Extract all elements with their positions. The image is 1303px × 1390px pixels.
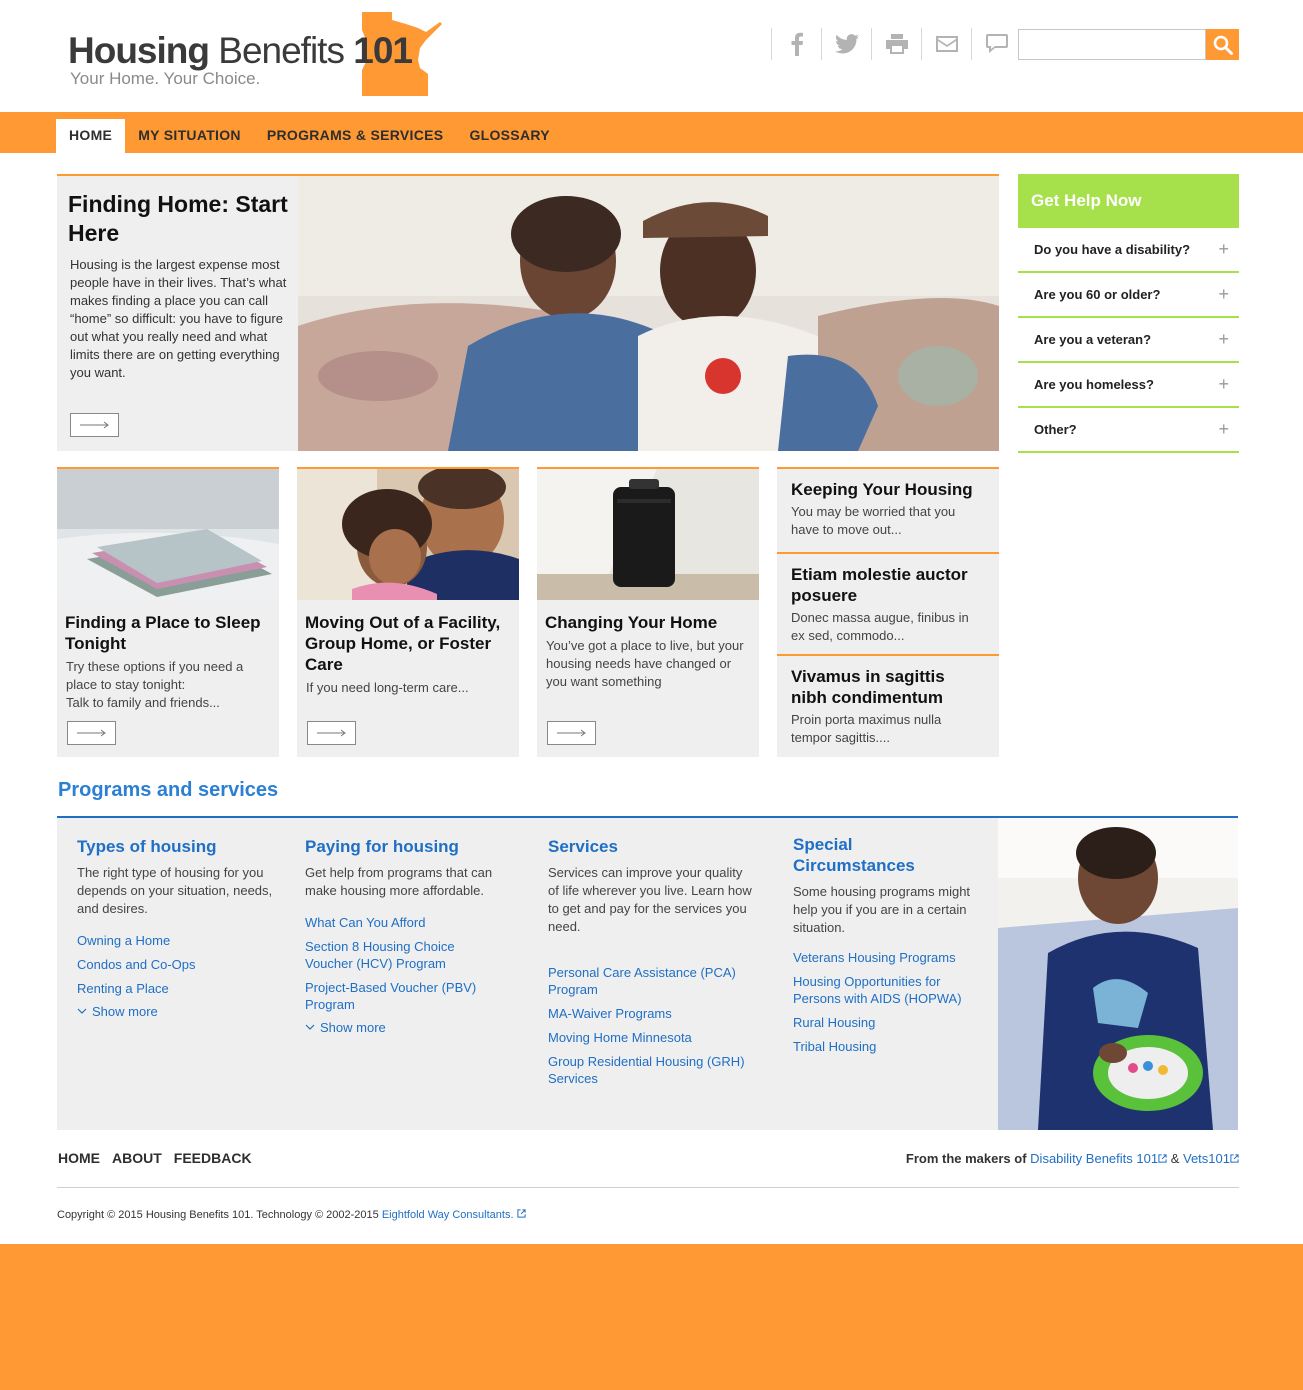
mini-card-vivamus[interactable] — [777, 654, 999, 757]
footer-link-home[interactable]: HOME — [58, 1150, 100, 1166]
program-link[interactable]: Rural Housing — [793, 1015, 876, 1030]
site-header — [0, 0, 1303, 112]
arrow-right-icon — [80, 421, 110, 429]
plus-icon: + — [1218, 374, 1229, 394]
mini-card-body: Donec massa augue, finibus in ex sed, commodo... — [791, 610, 969, 643]
plus-icon: + — [1218, 239, 1229, 259]
nav-item-my-situation[interactable]: MY SITUATION — [138, 127, 241, 143]
card-arrow-button[interactable] — [547, 721, 596, 745]
show-more-link[interactable]: Show more — [305, 1020, 500, 1035]
external-link-icon — [1230, 1154, 1239, 1163]
comment-icon[interactable] — [971, 28, 1021, 60]
program-link[interactable]: Condos and Co-Ops — [77, 957, 196, 972]
program-link[interactable]: Personal Care Assistance (PCA) Program — [548, 965, 736, 997]
program-link[interactable]: MA-Waiver Programs — [548, 1006, 672, 1021]
card-photo-suitcase — [537, 469, 759, 600]
program-link[interactable]: Housing Opportunities for Persons with AIDS (HOPWA) — [793, 974, 962, 1006]
hero-arrow-button[interactable] — [70, 413, 119, 437]
nav-item-programs-services[interactable]: PROGRAMS & SERVICES — [266, 127, 444, 143]
help-item-homeless[interactable]: Are you homeless? + — [1018, 363, 1239, 408]
program-link[interactable]: Moving Home Minnesota — [548, 1030, 692, 1045]
share-toolbar — [771, 28, 1021, 60]
column-desc: Services can improve your quality of life wherever you live. Learn how to get and pay for the services you need. — [548, 865, 752, 934]
card-title: Finding a Place to Sleep Tonight — [65, 613, 261, 653]
nav-item-glossary[interactable]: GLOSSARY — [469, 127, 550, 143]
mini-card-title: Keeping Your Housing — [791, 480, 973, 499]
footer-divider — [57, 1187, 1239, 1188]
card-body: If you need long-term care... — [306, 680, 469, 695]
hero-title: Finding Home: Start Here — [68, 191, 288, 246]
program-link[interactable]: Tribal Housing — [793, 1039, 877, 1054]
column-title[interactable]: Special Circumstances — [793, 835, 915, 875]
makers-line: From the makers of Disability Benefits 101 & Vets101 — [906, 1151, 1239, 1166]
footer-link-about[interactable]: ABOUT — [112, 1150, 162, 1166]
card-photo-children — [297, 469, 519, 600]
help-item-60-or-older[interactable]: Are you 60 or older? + — [1018, 273, 1239, 318]
mini-card-title: Vivamus in sagittis nibh condimentum — [791, 667, 945, 707]
card-photo-folded-blankets — [57, 469, 279, 600]
card-arrow-button[interactable] — [307, 721, 356, 745]
email-icon[interactable] — [921, 28, 971, 60]
program-link[interactable]: Renting a Place — [77, 981, 169, 996]
mini-card-title: Etiam molestie auctor posuere — [791, 565, 968, 605]
mini-card-etiam[interactable] — [777, 552, 999, 654]
program-link[interactable]: Owning a Home — [77, 933, 171, 948]
nav-item-home[interactable]: HOME — [56, 119, 125, 153]
copyright: Copyright © 2015 Housing Benefits 101. Technology © 2002-2015 Eightfold Way Consultants. — [57, 1209, 526, 1221]
program-link[interactable]: What Can You Afford — [305, 915, 426, 930]
chevron-down-icon — [77, 1008, 87, 1015]
arrow-right-icon — [77, 729, 107, 737]
chevron-down-icon — [305, 1024, 315, 1031]
get-help-panel — [1018, 174, 1239, 453]
programs-column-types — [77, 836, 282, 1019]
programs-panel — [57, 816, 1238, 1130]
column-desc: Get help from programs that can make housing more affordable. — [305, 865, 493, 898]
programs-heading: Programs and services — [58, 779, 279, 801]
logo-title: Housing Benefits 101 — [68, 30, 412, 71]
footer-link-feedback[interactable]: FEEDBACK — [173, 1150, 252, 1166]
help-item-other[interactable]: Other? + — [1018, 408, 1239, 453]
hero-photo — [298, 176, 999, 451]
program-link[interactable]: Project-Based Voucher (PBV) Program — [305, 980, 477, 1012]
mini-card-keeping-housing[interactable] — [777, 467, 999, 552]
vets101-link[interactable]: Vets101 — [1183, 1151, 1239, 1166]
programs-photo-child-toy — [998, 818, 1238, 1130]
programs-column-services — [548, 836, 753, 1094]
arrow-right-icon — [317, 729, 347, 737]
site-logo[interactable] — [68, 8, 448, 100]
print-icon[interactable] — [871, 28, 921, 60]
eightfold-way-link[interactable]: Eightfold Way Consultants. — [382, 1209, 526, 1221]
card-title: Changing Your Home — [545, 613, 718, 632]
column-title[interactable]: Services — [548, 837, 618, 856]
column-title[interactable]: Paying for housing — [305, 837, 459, 856]
twitter-icon[interactable] — [821, 28, 871, 60]
card-title: Moving Out of a Facility, Group Home, or Foster Care — [305, 613, 501, 674]
program-link[interactable]: Section 8 Housing Choice Voucher (HCV) Program — [305, 939, 455, 971]
external-link-icon — [1158, 1154, 1167, 1163]
programs-column-paying — [305, 836, 500, 1035]
card-arrow-button[interactable] — [67, 721, 116, 745]
mini-card-body: Proin porta maximus nulla tempor sagittis.... — [791, 712, 942, 745]
arrow-right-icon — [557, 729, 587, 737]
program-link[interactable]: Veterans Housing Programs — [793, 950, 956, 965]
hero-feature — [57, 174, 999, 451]
column-desc: Some housing programs might help you if you are in a certain situation. — [793, 884, 971, 935]
mini-card-body: You may be worried that you have to move out... — [791, 504, 956, 537]
plus-icon: + — [1218, 329, 1229, 349]
card-changing-home[interactable] — [537, 467, 759, 757]
card-body: Try these options if you need a place to stay tonight: Talk to family and friends... — [66, 659, 244, 710]
show-more-link[interactable]: Show more — [77, 1004, 282, 1019]
search-input[interactable] — [1018, 29, 1206, 60]
help-item-disability[interactable]: Do you have a disability? + — [1018, 228, 1239, 273]
program-link[interactable]: Group Residential Housing (GRH) Services — [548, 1054, 745, 1086]
plus-icon: + — [1218, 419, 1229, 439]
card-moving-out-facility[interactable] — [297, 467, 519, 757]
facebook-icon[interactable] — [771, 28, 821, 60]
disability-benefits-link[interactable]: Disability Benefits 101 — [1030, 1151, 1167, 1166]
get-help-title: Get Help Now — [1018, 174, 1239, 228]
footer-nav — [58, 1150, 264, 1166]
hero-body: Housing is the largest expense most people have in their lives. That’s what makes finding a place you can call “home” so difficult: you have to figure out what you really need and what limits there are on getting everything you want. — [70, 257, 287, 380]
programs-column-special — [793, 834, 973, 1062]
column-desc: The right type of housing for you depends on your situation, needs, and desires. — [77, 865, 273, 916]
external-link-icon — [517, 1209, 526, 1218]
logo-tagline: Your Home. Your Choice. — [70, 69, 261, 88]
search-button[interactable] — [1206, 29, 1239, 60]
main-nav — [0, 112, 1303, 153]
card-sleep-tonight[interactable] — [57, 467, 279, 757]
footer-band — [0, 1244, 1303, 1390]
plus-icon: + — [1218, 284, 1229, 304]
search-icon — [1213, 35, 1233, 55]
card-body: You’ve got a place to live, but your housing needs have changed or you want something — [546, 638, 744, 689]
help-item-veteran[interactable]: Are you a veteran? + — [1018, 318, 1239, 363]
column-title[interactable]: Types of housing — [77, 837, 217, 856]
